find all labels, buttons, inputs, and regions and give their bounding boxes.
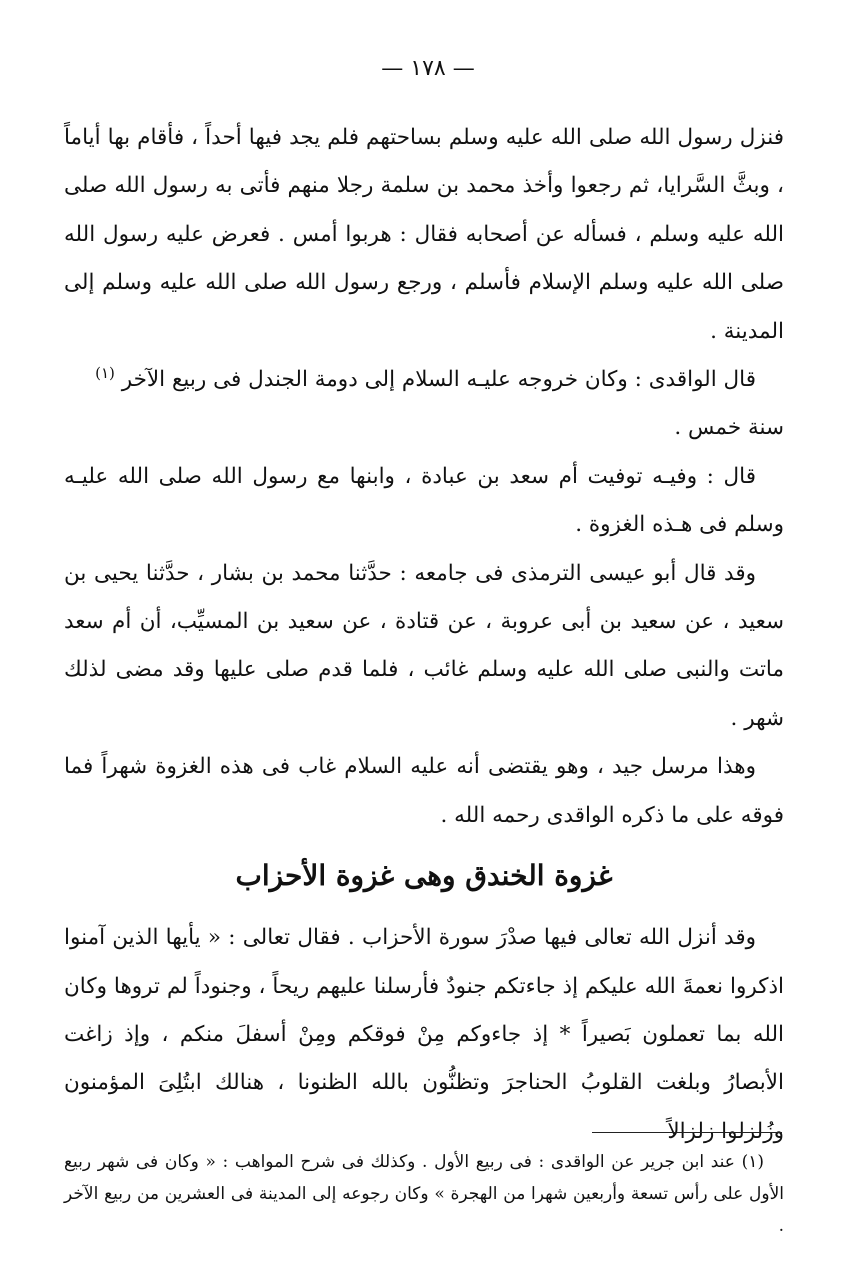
paragraph-2 <box>64 356 784 404</box>
footnote-divider <box>592 1132 782 1133</box>
section-heading: غزوة الخندق وهى غزوة الأحزاب <box>235 859 613 893</box>
footnote-mark: (١) <box>95 363 115 382</box>
footnotes <box>64 1146 784 1242</box>
paragraph-5: وقد قال أبو عيسى الترمذى فى جامعه : حدَّثنا محمد بن بشار ، حدَّثنا يحيى بن سعيد ، عن سعيد بن أبى عروبة ، عن قتادة ، عن سعيد بن المسيِّب، أن أم سعد ماتت والنبى صلى الله عليه وسلم غائب ، فلما قدم صلى عليها وقد مضى لذلك شهر . <box>64 560 784 731</box>
paragraph-1: فنزل رسول الله صلى الله عليه وسلم بساحتهم فلم يجد فيها أحداً ، فأقام بها أياماً ، وبثَّ السَّرايا، ثم رجعوا وأخذ محمد بن سلمة رجلا منهم فأتى به رسول الله صلى الله عليه وسلم ، فسأله عن أصحابه فقال : هربوا أمس . فعرض عليه رسول الله صلى الله عليه وسلم الإسلام فأسلم ، ورجع رسول الله صلى الله عليه وسلم إلى المدينة . <box>64 125 784 344</box>
heading-paragraph: وقد أنزل الله تعالى فيها صدْرَ سورة الأحزاب . فقال تعالى : « يأيها الذين آمنوا اذكروا نعمةَ الله عليكم إذ جاءتكم جنودٌ فأرسلنا عليهم ريحاً ، وجنوداً لم تروها وكان الله بما تعملون بَصيراً * إذ جاءوكم مِنْ فوقكم ومِنْ أسفلَ منكم ، وإذ زاغت الأبصارُ وبلغت القلوبُ الحناجرَ وتظنُّون بالله الظنونا ، هنالك ابتُلِىَ المؤمنون وزُلزلوا زلزالاً <box>64 925 784 1144</box>
page-number: — ١٧٨ — <box>381 56 475 81</box>
paragraph-4: قال : وفيـه توفيت أم سعد بن عبادة ، وابنها مع رسول الله صلى الله عليـه وسلم فى هـذه الغزوة . <box>64 463 784 538</box>
paragraph-6: وهذا مرسل جيد ، وهو يقتضى أنه عليه السلام غاب فى هذه الغزوة شهراً فما فوقه على ما ذكره الواقدى رحمه الله . <box>64 754 784 828</box>
main-text <box>64 114 784 1156</box>
paragraph-2-text: قال الواقدى : وكان خروجه عليـه السلام إلى دومة الجندل فى ربيع الآخر <box>121 367 756 393</box>
paragraph-3: سنة خمس . <box>674 415 784 441</box>
footnote-1: (١) عند ابن جرير عن الواقدى : فى ربيع الأول . وكذلك فى شرح المواهب : « وكان فى شهر ربيع الأول على رأس تسعة وأربعين شهرا من الهجرة » وكان رجوعه إلى المدينة فى العشرين من ربيع الآخر . <box>64 1152 784 1236</box>
